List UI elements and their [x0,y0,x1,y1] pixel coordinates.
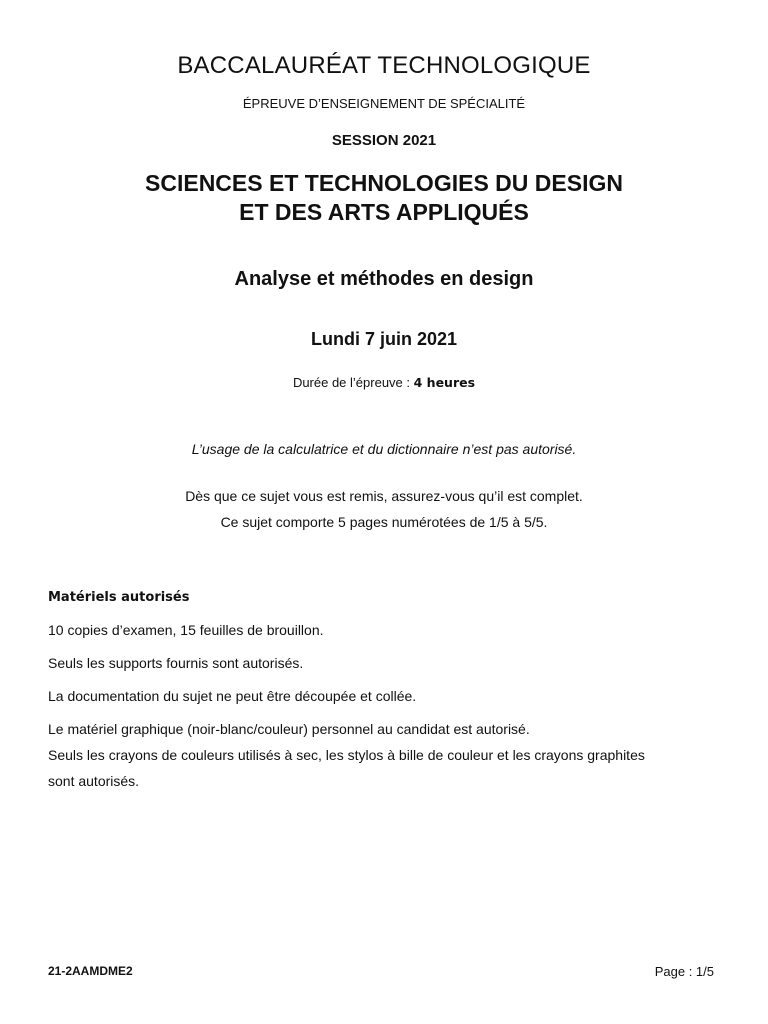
document-title: BACCALAURÉAT TECHNOLOGIQUE [177,52,591,79]
subject-title-line-2: ET DES ARTS APPLIQUÉS [239,199,529,225]
subject-title-line-1: SCIENCES ET TECHNOLOGIES DU DESIGN [145,170,623,196]
document-subtitle: ÉPREUVE D’ENSEIGNEMENT DE SPÉCIALITÉ [242,96,526,111]
completeness-notice: Dès que ce sujet vous est remis, assurez-vous qu’il est complet. [185,488,583,504]
footer-page-number: Page : 1/5 [654,964,714,979]
materials-item: Seuls les supports fournis sont autorisés. [48,655,304,671]
session-label: SESSION 2021 [331,132,437,149]
materials-item: sont autorisés. [48,773,140,789]
materials-item: Seuls les crayons de couleurs utilisés à sec, les stylos à bille de couleur et les crayons graphites [48,747,645,763]
pages-notice: Ce sujet comporte 5 pages numérotées de 1/5 à 5/5. [220,514,548,530]
duration-label: Durée de l’épreuve : [292,375,414,390]
materials-item: Le matériel graphique (noir-blanc/couleur) personnel au candidat est autorisé. [48,721,530,737]
materials-item: 10 copies d’examen, 15 feuilles de brouillon. [48,622,324,638]
duration-value: 4 heures [413,375,476,390]
exam-duration [0,375,768,390]
materials-item: La documentation du sujet ne peut être découpée et collée. [48,688,417,704]
exam-topic: Analyse et méthodes en design [234,268,534,290]
footer-subject-code: 21-2AAMDME2 [48,964,133,978]
exam-date: Lundi 7 juin 2021 [310,329,458,349]
calculator-notice: L’usage de la calculatrice et du dictionnaire n’est pas autorisé. [191,441,577,457]
materials-heading: Matériels autorisés [48,590,190,605]
